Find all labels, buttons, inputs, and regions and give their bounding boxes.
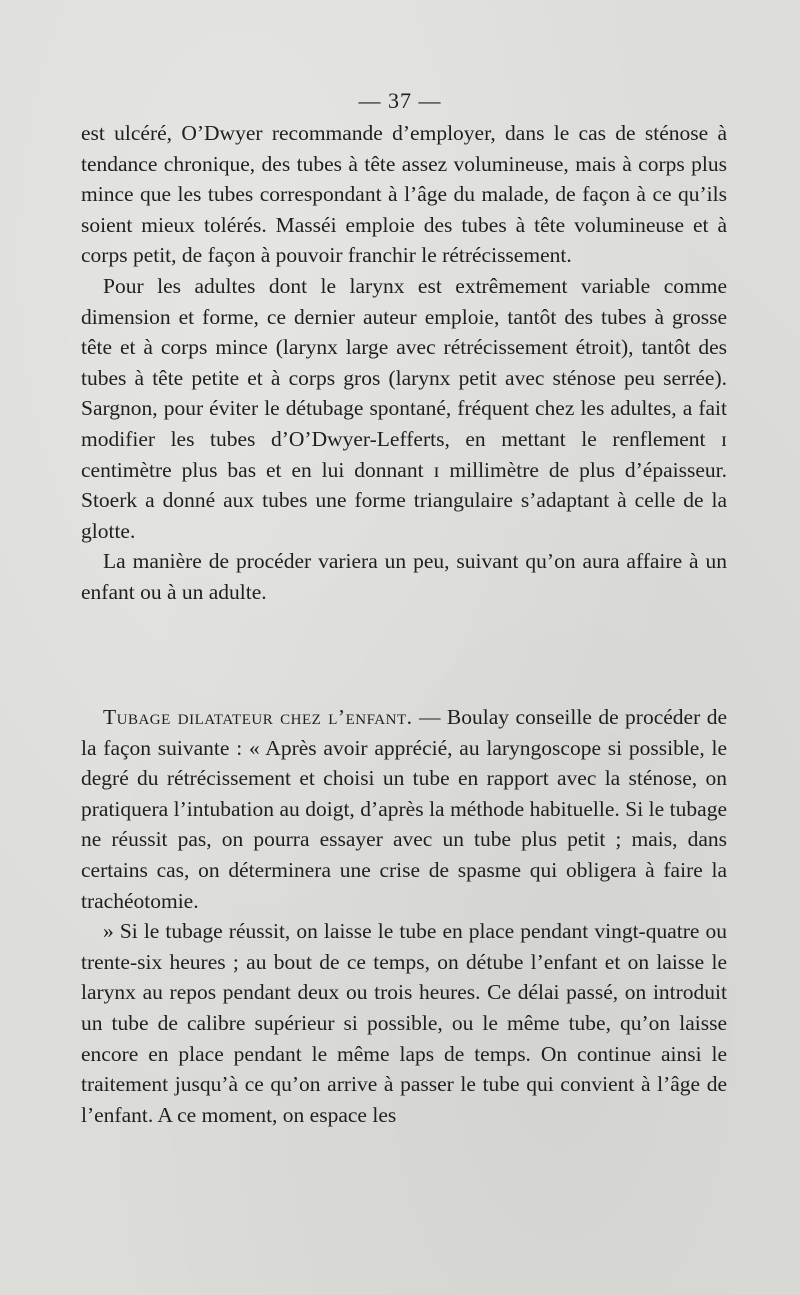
paragraph-odwyer: est ulcéré, O’Dwyer recommande d’employer, dans le cas de sténose à tendance chronique, des tubes à tête assez volumineuse, mais à corps plus mince que les tubes correspondant à l’âge du malade, de façon à ce qu’ils soient mieux tolérés. Masséi emploie des tubes à tête volumineuse et à corps petit, de façon à pouvoir franchir le rétrécissement. — [81, 121, 727, 268]
text-block-lower — [81, 702, 727, 1130]
paragraph-adultes: Pour les adultes dont le larynx est extrêmement variable comme dimension et forme, ce dernier auteur emploie, tantôt des tubes à grosse tête et à corps mince (larynx large avec rétrécissement étroit), tantôt des tubes à tête petite et à corps gros (larynx petit avec sténose peu serrée). Sargnon, pour éviter le détubage spontané, fréquent chez les adultes, a fait modifier les tubes d’O’Dwyer-Lefferts, en mettant le renflement ɪ centimètre plus bas et en lui donnant ɪ millimètre de plus d’épaisseur. Stoerk a donné aux tubes une forme triangulaire s’adaptant à celle de la glotte. — [81, 273, 727, 543]
text-block-upper — [81, 118, 727, 608]
section-heading: Tubage dilatateur chez l’enfant. — [103, 705, 413, 729]
paragraph-tubage-dilatateur — [81, 702, 727, 916]
paragraph-boulay-text: — Boulay conseille de procéder de la façon suivante : « Après avoir apprécié, au laryngoscope si possible, le degré du rétrécissement et choisi un tube en rapport avec la sténose, on pratiquera l’intubation au doigt, d’après la méthode habituelle. Si le tubage ne réussit pas, on pourra essayer avec un tube plus petit ; mais, dans certains cas, on déterminera une crise de spasme qui obligera à faire la trachéotomie. — [81, 705, 727, 913]
page-number: — 37 — — [358, 88, 442, 113]
paragraph-si-le-tubage: » Si le tubage réussit, on laisse le tube en place pendant vingt-quatre ou trente-six heures ; au bout de ce temps, on détube l’enfant et on laisse le larynx au repos pendant deux ou trois heures. Ce délai passé, on introduit un tube de calibre supérieur si possible, ou le même tube, qu’on laisse encore en place pendant le même laps de temps. On continue ainsi le traitement jusqu’à ce qu’on arrive à passer le tube qui convient à l’âge de l’enfant. A ce moment, on espace les — [81, 919, 727, 1127]
paragraph-maniere: La manière de procéder variera un peu, suivant qu’on aura affaire à un enfant ou à un adulte. — [81, 549, 727, 604]
